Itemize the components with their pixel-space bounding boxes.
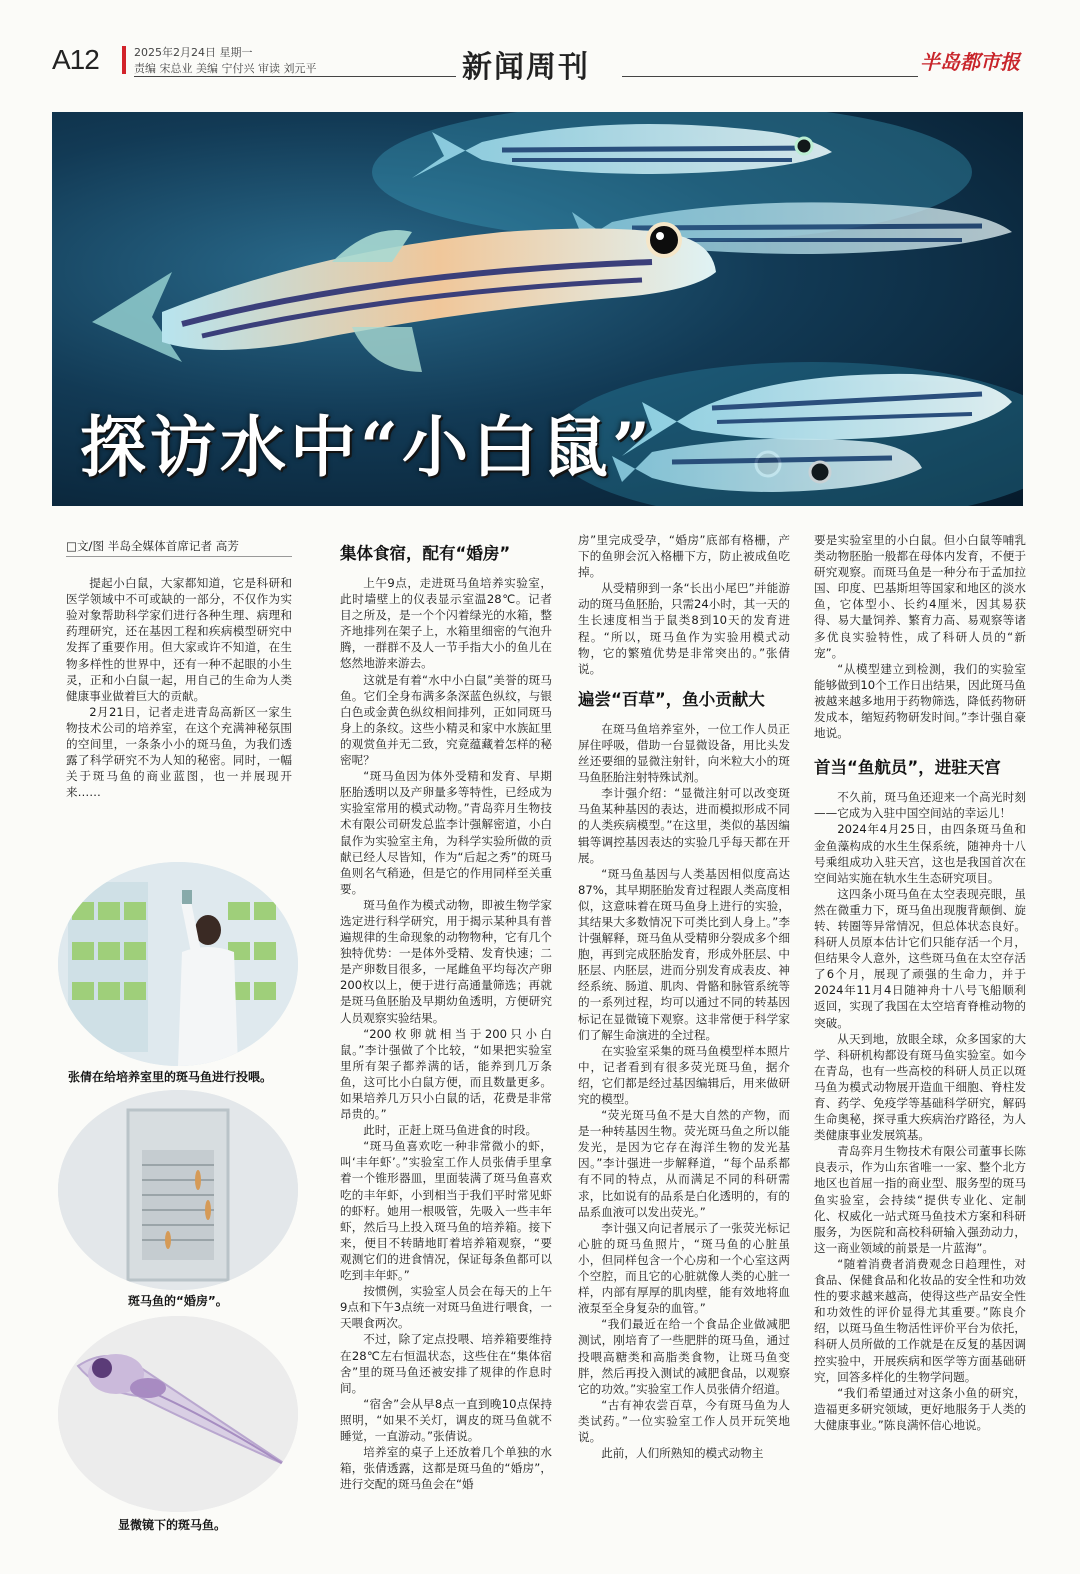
paragraph: “斑马鱼因为体外受精和发育、早期胚胎透明以及产卵量多等特性，已经成为实验室常用的模式动物。”青岛弈月生物技术有限公司研发总监李计强解密道，小白鼠作为实验室主角，为科学实验所做的贡献已经人尽皆知，作为“后起之秀”的斑马鱼则名气稍逊，但是它的作用同样至关重要。	[340, 769, 552, 896]
section-title: 新闻周刊	[462, 50, 590, 85]
paragraph: 李计强介绍：“显微注射可以改变斑马鱼某种基因的表达，进而模拟形成不同的人类疾病模型。”在这里，类似的基因编辑等调控基因表达的实验几乎每天都在开展。	[578, 786, 790, 865]
subheading-dormitory: 集体食宿，配有“婚房”	[340, 544, 511, 563]
paragraph: 按惯例，实验室人员会在每天的上午9点和下午3点统一对斑马鱼进行喂食，一天喂食两次。	[340, 1284, 552, 1331]
paragraph: 上午9点，走进斑马鱼培养实验室，此时墙壁上的仪表显示室温28℃。记者目之所及，是一个个闪着绿光的水箱，整齐地排列在架子上，水箱里细密的气泡升腾，一群群不及人一节手指大小的鱼儿在悠然地游来游去。	[340, 576, 552, 671]
breeding-tank-illustration	[58, 1090, 298, 1290]
paragraph: “古有神农尝百草，今有斑马鱼为人类试药。”一位实验室工作人员开玩笑地说。	[578, 1397, 790, 1444]
date-line: 2025年2月24日 星期一	[134, 46, 253, 59]
paragraph: “我们希望通过对这条小鱼的研究，造福更多研究领域，更好地服务于人类的大健康事业。”陈良满怀信心地说。	[814, 1385, 1026, 1432]
page-number-bar	[122, 46, 126, 74]
paragraph: “荧光斑马鱼不是大自然的产物，而是一种转基因生物。荧光斑马鱼之所以能发光，是因为它存在海洋生物的发光基因。”李计强进一步解释道，“每个品系都有不同的特点，从而满足不同的科研需求，比如说有的品系是白化透明的，有的品系血液可以发出荧光。”	[578, 1108, 790, 1219]
paragraph: 李计强又向记者展示了一张荧光标记心脏的斑马鱼照片，“斑马鱼的心脏虽小，但同样包含一个心房和一个心室这两个空腔，而且它的心脏就像人类的心脏一样，内部有厚厚的肌肉壁，能有效地将血液泵至全身复杂的血管。”	[578, 1220, 790, 1316]
paragraph: 在斑马鱼培养室外，一位工作人员正屏住呼吸，借助一台显微设备，用比头发丝还要细的显微注射针，向米粒大小的斑马鱼胚胎注射特殊试剂。	[578, 721, 790, 785]
header-rule-right	[622, 76, 918, 77]
paragraph: 此时，正赶上斑马鱼进食的时段。	[363, 1123, 538, 1138]
page-number: A12	[52, 44, 99, 75]
paragraph: 从受精卵到一条“长出小尾巴”并能游动的斑马鱼胚胎，只需24小时，其一天的生长速度相当于鼠类8到10天的发育进程。“所以，斑马鱼作为实验用模式动物，它的繁殖优势是非常突出的。”张倩说。	[578, 581, 790, 676]
caption-breeding-tank: 斑马鱼的“婚房”。	[128, 1294, 228, 1308]
paragraph: “斑马鱼喜欢吃一种非常微小的虾，叫‘丰年虾’。”实验室工作人员张倩手里拿着一个锥形器皿，里面装满了斑马鱼喜欢吃的丰年虾，小到相当于我们平时常见虾的虾籽。她用一根吸管，先吸入一些丰年虾，然后马上投入斑马鱼的培养箱。接下来，便目不转睛地盯着培养箱观察，“要观测它们的进食情况，保证每条鱼都可以吃到丰年虾。”	[340, 1139, 552, 1283]
paragraph: “200枚卵就相当于200只小白鼠。”李计强做了个比较，“如果把实验室里所有架子都养满的话，能养到几万条鱼，这可比小白鼠方便，而且数量更多。如果培养几万只小白鼠的话，花费是非常昂贵的。”	[340, 1026, 552, 1122]
byline: □文/图 半岛全媒体首席记者 高芳	[66, 538, 292, 557]
paragraph: 不久前，斑马鱼还迎来一个高光时刻——它成为入驻中国空间站的幸运儿！	[814, 790, 1026, 821]
paragraph: 从天到地，放眼全球，众多国家的大学、科研机构都设有斑马鱼实验室。如今在青岛，也有一些高校的科研人员正以斑马鱼为模式动物展开造血干细胞、脊柱发育、药学、免疫学等基础科学研究，解码生命奥秘，探寻重大疾病治疗路径，为人类健康事业发展筑基。	[814, 1031, 1026, 1143]
staff-line: 责编 宋总业 美编 宁付兴 审读 刘元平	[134, 62, 317, 75]
column-1	[66, 538, 292, 800]
paragraph: 2024年4月25日，由四条斑马鱼和金鱼藻构成的水生生保系统，随神舟十八号乘组成功入驻天宫，这也是我国首次在空间站实施在轨水生生态研究项目。	[814, 822, 1026, 885]
photo-microscope	[58, 1316, 298, 1512]
paragraph: “从模型建立到检测，我们的实验室能够做到10个工作日出结果，因此斑马鱼被越来越多地用于药物筛选，降低药物研发成本，缩短药物研发时间。”李计强自豪地说。	[814, 661, 1026, 741]
paragraph: “宿舍”会从早8点一直到晚10点保持照明，“如果不关灯，调皮的斑马鱼就不睡觉，一直游动。”张倩说。	[340, 1396, 552, 1443]
caption-feeding: 张倩在给培养室里的斑马鱼进行投喂。	[68, 1070, 273, 1084]
paragraph: 此前，人们所熟知的模式动物主	[601, 1446, 764, 1461]
paragraph: 2月21日，记者走进青岛高新区一家生物技术公司的培养室，在这个充满神秘氛围的空间里，一条条小小的斑马鱼，为我们透露了科学研究不为人知的秘密。同时，一幅关于斑马鱼的商业蓝图，也一并展现开来……	[66, 704, 292, 800]
paragraph: 青岛弈月生物技术有限公司董事长陈良表示，作为山东省唯一一家、整个北方地区也首屈一指的商业型、服务型的斑马鱼实验室，会持续“提供专业化、定制化、权威化一站式斑马鱼技术方案和科研服务，为医院和高校科研输入强劲动力，这一商业领域的前景是一片蓝海”。	[814, 1144, 1026, 1255]
lab-feeding-illustration	[58, 862, 298, 1066]
larva-illustration	[58, 1316, 298, 1512]
paragraph: 在实验室采集的斑马鱼模型样本照片中，记者看到有很多荧光斑马鱼，据介绍，它们都是经过基因编辑后，用来做研究的模型。	[578, 1043, 790, 1106]
subheading-herbs: 遍尝“百草”，鱼小贡献大	[578, 689, 765, 709]
paragraph: “随着消费者消费观念日趋理性，对食品、保健食品和化妆品的安全性和功效性的要求越来越高，使得这些产品安全性和功效性的评价显得尤其重要。”陈良介绍，以斑马鱼生物活性评价平台为依托，科研人员所做的工作就是在反复的基因调控实验中，开展疾病和医学等方面基础研究，回答多样化的生物学问题。	[814, 1256, 1026, 1384]
photo-feeding	[58, 862, 298, 1066]
headline: 探访水中“小白鼠”	[80, 408, 654, 486]
paragraph: 要是实验室里的小白鼠。但小白鼠等哺乳类动物胚胎一般都在母体内发育，不便于研究观察。而斑马鱼是一种分布于孟加拉国、印度、巴基斯坦等国家和地区的淡水鱼，它体型小、长约4厘米，因其易获得、易大量饲养、繁育力高、易观察等诸多优良实验特性，成了科研人员的“新宠”。	[814, 533, 1026, 660]
paragraph: 不过，除了定点投喂、培养箱要维持在28℃左右恒温状态，这些住在“集体宿舍”里的斑马鱼还被安排了规律的作息时间。	[340, 1332, 552, 1395]
header-rule-left	[134, 76, 456, 77]
column-3	[578, 532, 790, 1461]
hero-image	[52, 112, 1023, 506]
paragraph: 培养室的桌子上还放着几个单独的水箱，张倩透露，这都是斑马鱼的“婚房”，进行交配的斑马鱼会在“婚	[340, 1445, 552, 1492]
column-4	[814, 532, 1026, 1433]
paragraph: “斑马鱼基因与人类基因相似度高达87%，其早期胚胎发育过程跟人类高度相似，这意味着在斑马鱼身上进行的实验，其结果大多数情况下可类比到人身上。”李计强解释，斑马鱼从受精卵分裂成多个细胞，再到完成胚胎发育，形成外胚层、中胚层、内胚层，进而分别发育成表皮、神经系统、肠道、肌肉、骨骼和脉管系统等的一系列过程，均可以通过不同的转基因标记在显微镜下观察。这非常便于科学家们了解生命演进的全过程。	[578, 866, 790, 1042]
column-2	[340, 538, 552, 1492]
paragraph: 斑马鱼作为模式动物，即被生物学家选定进行科学研究，用于揭示某种具有普遍规律的生命现象的动物物种，它有几个独特优势：一是体外受精、发育快速；二是产卵数目很多，一尾雌鱼平均每次产卵200枚以上，便于进行高通量筛选；再就是斑马鱼胚胎及早期幼鱼透明，方便研究人员观察实验结果。	[340, 897, 552, 1025]
subheading-space: 首当“鱼航员”，进驻天宫	[814, 758, 1001, 778]
paragraph: 这就是有着“水中小白鼠”美誉的斑马鱼。它们全身布满多条深蓝色纵纹，与银白色或金黄色纵纹相间排列，正如同斑马身上的条纹。这些小精灵和家中水族缸里的观赏鱼并无二致，究竟蕴藏着怎样的秘密呢？	[340, 672, 552, 768]
newspaper-logo: 半岛都市报	[920, 50, 1020, 74]
paragraph: 房”里完成受孕，“婚房”底部有格栅，产下的鱼卵会沉入格栅下方，防止被成鱼吃掉。	[578, 533, 790, 580]
paragraph: 这四条小斑马鱼在太空表现亮眼，虽然在微重力下，斑马鱼出现腹背颠倒、旋转、转圈等异常情况，但总体状态良好。科研人员原本估计它们只能存活一个月，但结果令人意外，这些斑马鱼在太空存活了6个月，展现了顽强的生命力，并于2024年11月4日随神舟十八号飞船顺利返回，实现了我国在太空培育脊椎动物的突破。	[814, 886, 1026, 1030]
paragraph: “我们最近在给一个食品企业做减肥测试，刚培育了一些肥胖的斑马鱼，通过投喂高糖类和高脂类食物，让斑马鱼变胖，然后再投入测试的减肥食品，以观察它的功效。”实验室工作人员张倩介绍道。	[578, 1317, 790, 1396]
caption-microscope: 显微镜下的斑马鱼。	[118, 1518, 227, 1532]
photo-breeding-tank	[58, 1090, 298, 1290]
paragraph: 提起小白鼠，大家都知道，它是科研和医学领域中不可或缺的一部分，不仅作为实验对象帮助科学家们进行各种生理、病理和药理研究，还在基因工程和疾病模型研究中发挥了重要作用。但大家或许不知道，在生物多样性的世界中，还有一种不起眼的小生灵，正和小白鼠一起，用自己的生命为人类健康事业做着巨大的贡献。	[66, 576, 292, 703]
